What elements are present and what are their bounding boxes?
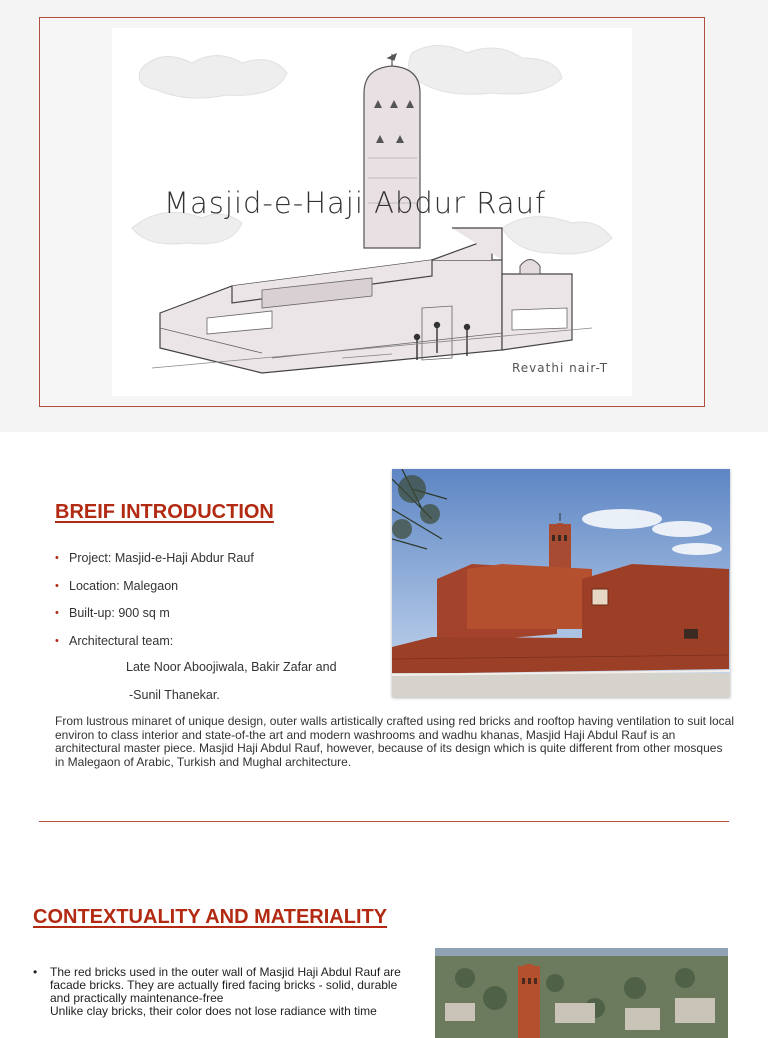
mosque-photo bbox=[392, 469, 730, 697]
cover-title: Masjid-e-Haji Abdur Rauf bbox=[164, 186, 547, 220]
bullet-builtup: • Built-up: 900 sq m bbox=[55, 605, 254, 633]
context-bullet: • The red bricks used in the outer wall of Masjid Haji Abdul Rauf are facade bricks. They are actually fired facing bricks - solid, durable and practically maintenance-free bbox=[33, 966, 403, 1005]
mosque-sketch bbox=[112, 28, 632, 396]
context-heading: CONTEXTUALITY AND MATERIALITY bbox=[33, 906, 388, 928]
context-text bbox=[33, 966, 403, 1018]
bullet-location: • Location: Malegaon bbox=[55, 578, 254, 606]
mosque-photo-illustration bbox=[392, 469, 730, 697]
team-line-2: -Sunil Thanekar. bbox=[129, 688, 220, 702]
team-line-1: Late Noor Aboojiwala, Bakir Zafar and bbox=[126, 660, 337, 674]
context-continuation: Unlike clay bricks, their color does not lose radiance with time bbox=[50, 1004, 377, 1018]
section-divider bbox=[39, 821, 729, 822]
intro-heading: BREIF INTRODUCTION bbox=[55, 501, 274, 523]
aerial-photo-illustration bbox=[435, 948, 728, 1038]
intro-slide bbox=[0, 432, 768, 842]
aerial-photo bbox=[435, 948, 728, 1038]
cover-author: Revathi nair-T bbox=[512, 361, 609, 375]
bullet-team: • Architectural team: bbox=[55, 633, 254, 661]
intro-paragraph: From lustrous minaret of unique design, outer walls artistically crafted using red bricks and rooftop having ventilation to suit local environ to class interior and state-of-the art and modern washrooms and wadhu khanas, Masjid Haji Abdul Rauf is an architectural master piece. Masjid Haji Abdul Rauf, however, because of its design which is quite different from other mosques in Malegaon of Arabic, Turkish and Mughal architecture. bbox=[55, 714, 735, 769]
intro-bullet-list bbox=[55, 550, 254, 660]
cover-slide bbox=[0, 0, 768, 432]
context-slide bbox=[0, 842, 768, 1024]
bullet-project: • Project: Masjid-e-Haji Abdur Rauf bbox=[55, 550, 254, 578]
